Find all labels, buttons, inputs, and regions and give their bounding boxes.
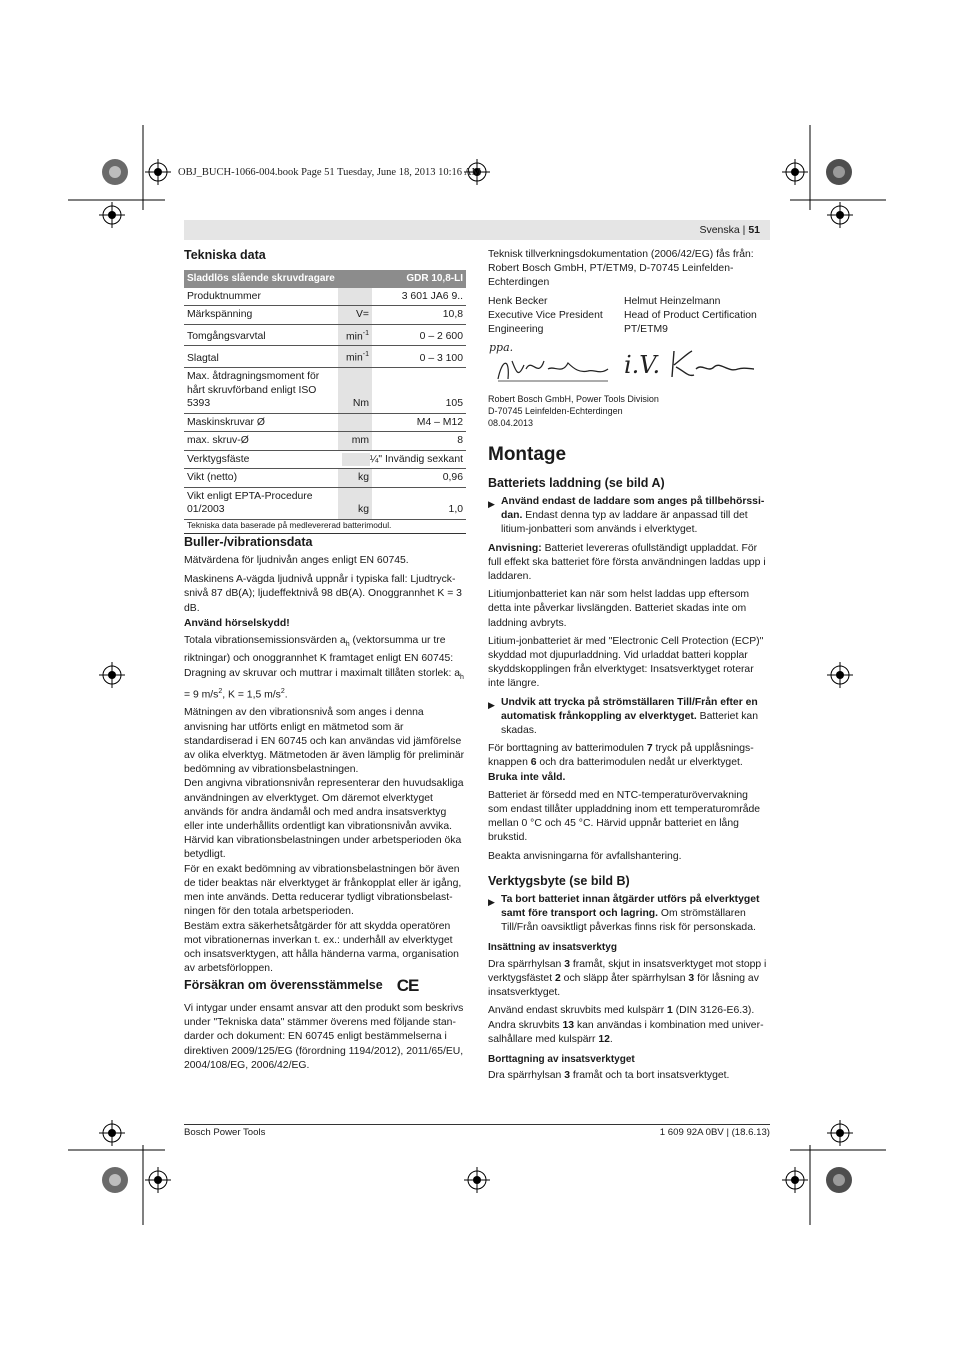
table-row: Vikt enligt EPTA-Procedure 01/2003 kg 1,0: [184, 487, 466, 519]
noise-heading: Buller-/vibrationsdata: [184, 535, 313, 549]
iv-text: i.V.: [624, 351, 661, 380]
table-row: Tomgångsvarvtal $\min^{-1}$ 0 – 2 600: [184, 324, 466, 346]
spec-header-model: GDR 10,8-LI: [372, 270, 466, 288]
header-separator: |: [742, 224, 746, 236]
doc-intro: Teknisk tillverkningsdokumentation (2006/42/EG) fås från: Robert Bosch GmbH, PT/ETM9, D-70745 Leinfelden-Echterdingen: [488, 249, 754, 289]
spec-footnote: Tekniska data baserade på medlevererad batterimodul.: [184, 519, 466, 533]
spec-footnote-row: [184, 519, 466, 533]
table-row: Märkspänning V= 10,8: [184, 306, 466, 325]
removal-heading: Borttagning av insatsverktyget: [488, 1053, 635, 1065]
signatures-image: [488, 339, 768, 391]
table-row: Maskinskruvar Ø M4 – M12: [184, 413, 466, 432]
table-row: Max. åtdragningsmoment för hårt skruvförband enligt ISO 5393 Nm 105: [184, 368, 466, 414]
doc-date: 08.04.2013: [488, 418, 534, 429]
doc-section: [488, 248, 770, 429]
removal-text: Dra spärrhylsan 3 framåt och ta bort insatsverktyget.: [488, 1070, 730, 1082]
table-row: Produktnummer 3 601 JA6 9..: [184, 288, 466, 306]
table-row: Slagtal $\min^{-1}$ 0 – 3 100: [184, 346, 466, 368]
noise-p2: Maskinens A-vägda ljudnivå uppnår i typiska fall: Ljudtrycksnivå 87 dB(A); ljudeffektnivå 98 dB(A). Onoggrannhet K = 3 dB.: [184, 574, 462, 614]
charging-heading: Batteriets laddning (se bild A): [488, 476, 665, 490]
conformity-text: Vi intygar under ensamt ansvar att den produkt som beskrivs under "Tekniska data" stämmer överens med följande standarder och dokument: EN 60745 enligt bestämmelserna i direktiven 2009/125/EG (förordning 1194/2012), 2011/65/EU, 2004/108/EG, 2006/42/EG.: [184, 1003, 464, 1071]
tech-data-heading: Tekniska data: [184, 248, 266, 262]
noise-p5: Den angivna vibrationsnivån representerar den huvudsakliga användningen av elverktyget. Om däremot elverktyget används för andra ändamål och med andra insatsverktyg eller inte underhållits ordentligt kan vibrationsnivån avvika. Härvid kan vibrationsbelastningen under arbetsperioden öka betydligt.: [184, 778, 464, 861]
montage-p4: Batteriet är försedd med en NTC-temperaturövervakning som endast tillåter uppladdning inom ett temperaturområde mellan 0 °C och 45 °C. Härvid uppnår batteriet en lång brukstid.: [488, 789, 761, 844]
page-number: 51: [748, 224, 760, 236]
company-address: D-70745 Leinfelden-Echterdingen: [488, 406, 623, 417]
table-row: Vikt (netto) kg 0,96: [184, 469, 466, 488]
conformity-heading: Försäkran om överensstämmelse CE: [184, 976, 419, 995]
noise-p1: Mätvärdena för ljudnivån anges enligt EN 60745.: [184, 555, 409, 566]
hearing-warning: Använd hörselskydd!: [184, 617, 290, 629]
noise-p4: Mätningen av den vibrationsnivå som anges i denna anvisning har utförts enligt en mätmetod som är standardiserad i EN 60745 och kan användas vid jämförelse av olika elverktyg. Mätmetoden är även lämplig för preliminär bedömning av vibrationsbelastningen.: [184, 707, 465, 776]
page-header-bar: [184, 220, 770, 240]
bullet-switch: ▶ Undvik att trycka på strömställaren Till/Från efter en automatisk frånkoppling av elverktyget. Batteriet kan skadas.: [488, 696, 770, 739]
tool-change-heading: Verktygsbyte (se bild B): [488, 873, 630, 888]
table-row: max. skruv-Ø mm 8: [184, 432, 466, 451]
table-row: Verktygsfäste ¼" Invändig sexkant: [184, 450, 466, 469]
bits-text: Använd endast skruvbits med kulspärr 1 (DIN 3126-E6.3). Andra skruvbits 13 kan användas i kombination med universalhållare med kulspärr 12.: [488, 1005, 764, 1045]
footer-docnumber: 1 609 92A 0BV | (18.6.13): [659, 1127, 770, 1138]
signatory-1: Henk Becker Executive Vice President Engineering: [488, 295, 603, 336]
bullet-triangle-icon: ▶: [488, 699, 495, 710]
montage-p5: Beakta anvisningarna för avfallshantering.: [488, 850, 682, 862]
insert-text: Dra spärrhylsan 3 framåt, skjut in insatsverktyget mot stopp i verktygsfästet 2 och släpp åter spärrhylsan 3 för låsning av insatsverktyget.: [488, 958, 767, 999]
noise-p3: Totala vibrationsemissionsvärden $a_h$ (vektorsumma ur tre riktningar) och onoggrannhet K framtaget enligt EN 60745: Dragning av skruvar och muttrar i maximalt tillåten storlek: $a_h = 9$ $m/s^2$, K = 1,5 $m/s^2$.: [184, 635, 464, 701]
montage-heading: Montage: [488, 444, 567, 465]
noise-p6: För en exakt bedömning av vibrationsbelastningen bör även de tider beaktas när elverktyget är frånkopplat eller är igång, men inte används. Detta reducerar tydligt vibrationsbelastningen för den totala arbetsperioden.: [184, 863, 462, 918]
spec-table: [184, 270, 466, 534]
bullet-remove-battery: ▶ Ta bort batteriet innan åtgärder utförs på elverktyget samt före transport och lagring. Om strömställaren Till/Från oavsiktligt påverkas finns risk för personskada.: [488, 893, 770, 936]
insert-heading: Insättning av insatsverktyg: [488, 942, 617, 954]
spec-header-label: Sladdlös slående skruvdragare: [184, 270, 372, 288]
noise-p7: Bestäm extra säkerhetsåtgärder för att skydda operatören mot vibrationernas inverkan t. ex.: underhåll av elverktyget och insatsverktygen, att hålla händerna varma, organisation av arbetsförloppen.: [184, 920, 459, 975]
bullet-charger: ▶ Använd endast de laddare som anges på tillbehörssidan. Endast denna typ av laddare är anpassad till det litium-jonbatteri som används i elverktyget.: [488, 495, 770, 538]
print-header: OBJ_BUCH-1066-004.book Page 51 Tuesday, June 18, 2013 10:16 AM: [178, 167, 481, 178]
montage-p3: För borttagning av batterimodulen 7 tryck på upplåsningsknappen 6 och dra batterimodulen nedåt ur elverktyget. Bruka inte våld.: [488, 743, 754, 783]
signatories: [488, 295, 770, 338]
bullet-triangle-icon: ▶: [488, 499, 495, 509]
noise-section: [184, 535, 466, 976]
signatory-2: Helmut Heinzelmann Head of Product Certification PT/ETM9: [624, 295, 757, 336]
charging-note: Anvisning: Batteriet levereras ofullständigt uppladdat. För full effekt ska batteriet före första användningen laddas upp i laddaren.: [488, 542, 766, 583]
montage-p2: Litium-jonbatteriet är med "Electronic Cell Protection (ECP)" skyddad mot djupurladdning. Vid urladdat batteri kopplar skyddskopplingen från elverktyget: Insatsverktyget roterar inte längre.: [488, 635, 764, 690]
bullet-triangle-icon: ▶: [488, 896, 495, 907]
conformity-section: [184, 976, 466, 1073]
footer-brand: Bosch Power Tools: [184, 1127, 266, 1138]
language-label: Svenska: [699, 224, 740, 236]
ce-mark-icon: CE: [396, 976, 419, 995]
footer-divider: [184, 1124, 770, 1125]
montage-p1: Litiumjonbatteriet kan när som helst laddas upp eftersom detta inte påverkar livslängden. Batteriet skadas inte om laddning avbryts.: [488, 589, 750, 629]
spec-table-header: [184, 270, 466, 288]
page-header-language: [699, 220, 770, 240]
montage-section: [488, 444, 770, 1083]
ppa-text: ppa.: [489, 341, 514, 355]
company-name: Robert Bosch GmbH, Power Tools Division: [488, 394, 659, 405]
